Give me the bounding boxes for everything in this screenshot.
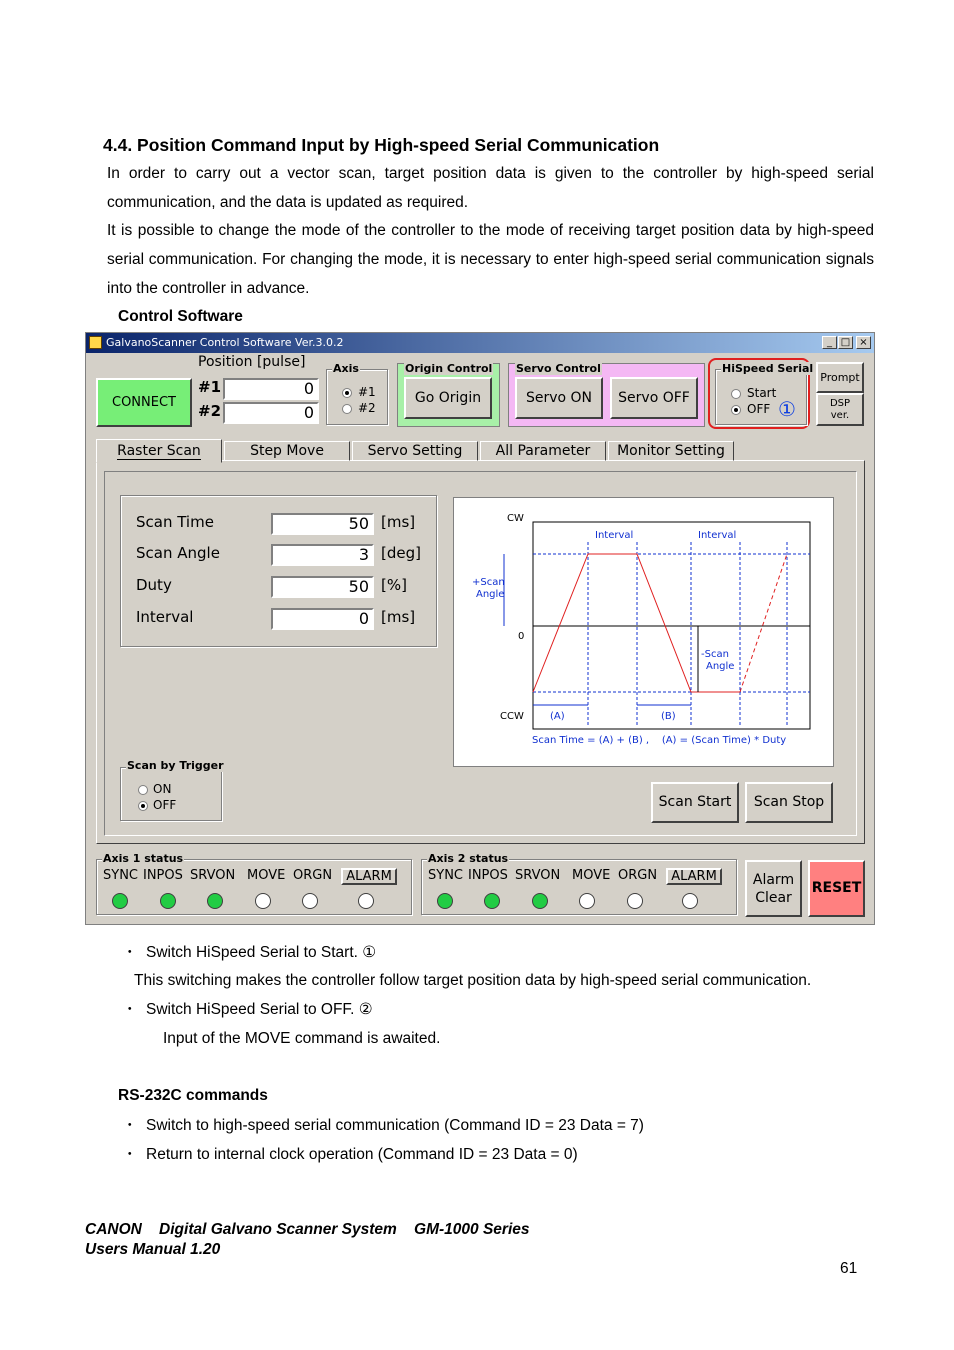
axis1-sync-label: SYNC — [103, 868, 138, 883]
diagram-zero: 0 — [518, 631, 525, 642]
trigger-label: Scan by Trigger — [127, 759, 224, 772]
axis1-inpos-label: INPOS — [143, 868, 183, 883]
axis1-alarm-button[interactable]: ALARM — [341, 868, 397, 885]
page-number: 61 — [840, 1260, 858, 1277]
axis1-alarm-led — [358, 893, 374, 909]
axis1-radio[interactable] — [342, 388, 352, 398]
rs232-heading: RS-232C commands — [118, 1087, 268, 1104]
duty-unit: [%] — [381, 576, 407, 594]
title-bar — [86, 333, 874, 353]
axis1-srvon-led — [207, 893, 223, 909]
diagram-plus-angle-2: Angle — [476, 589, 505, 600]
bullet-2: Switch HiSpeed Serial to OFF. ② — [146, 1001, 373, 1018]
scan-start-button[interactable]: Scan Start — [651, 782, 739, 823]
axis2-orgn-label: ORGN — [618, 868, 658, 883]
alarm-clear-button[interactable] — [745, 860, 802, 917]
interval-unit: [ms] — [381, 608, 416, 626]
axis2-radio-label: #2 — [358, 401, 376, 415]
window-title: GalvanoScanner Control Software Ver.3.0.2 — [106, 336, 344, 349]
pos2-label: #2 — [198, 402, 222, 420]
axis2-status-label: Axis 2 status — [428, 852, 509, 865]
diagram-ccw: CCW — [500, 711, 524, 722]
go-origin-button[interactable]: Go Origin — [404, 377, 492, 419]
servo-on-button[interactable]: Servo ON — [515, 377, 603, 419]
scan-waveform-next — [740, 554, 787, 692]
axis1-radio-label: #1 — [358, 385, 376, 399]
close-icon[interactable]: × — [856, 336, 871, 349]
origin-control-label: Origin Control — [405, 362, 493, 375]
diagram-b-label: (B) — [661, 711, 676, 722]
bullet-mark-3: ・ — [122, 1117, 138, 1134]
axis2-inpos-label: INPOS — [468, 868, 508, 883]
axis2-inpos-led — [484, 893, 500, 909]
tab-servo-setting[interactable]: Servo Setting — [352, 441, 478, 461]
intro-paragraph-1: In order to carry out a vector scan, target position data is given to the controller by high-speed serial communication, and the data is updated as required. — [107, 165, 874, 211]
maximize-icon[interactable]: □ — [838, 336, 853, 349]
marker-1: ① — [778, 397, 796, 421]
scan-angle-label: Scan Angle — [136, 544, 220, 562]
axis1-srvon-label: SRVON — [190, 868, 236, 883]
axis1-move-led — [255, 893, 271, 909]
diagram-interval-2: Interval — [698, 530, 737, 541]
bullet-mark-1: ・ — [122, 944, 138, 961]
axis2-alarm-led — [682, 893, 698, 909]
hispeed-off-radio[interactable] — [731, 405, 741, 415]
diagram-plus-angle-1: +Scan — [472, 577, 505, 588]
axis2-radio[interactable] — [342, 404, 352, 414]
scan-angle-input[interactable]: 3 — [271, 544, 374, 566]
axis1-orgn-label: ORGN — [293, 868, 333, 883]
dsp-ver-label: ver. — [830, 410, 850, 421]
pos2-field: 0 — [223, 402, 319, 424]
servo-off-button[interactable]: Servo OFF — [610, 377, 698, 419]
axis2-srvon-led — [532, 893, 548, 909]
connect-button[interactable]: CONNECT — [96, 378, 192, 427]
bullet-mark-4: ・ — [122, 1146, 138, 1163]
servo-control-label: Servo Control — [516, 362, 601, 375]
bullet-1-detail: This switching makes the controller follow target position data by high-speed serial communication. — [134, 972, 812, 989]
scan-diagram-svg — [454, 498, 833, 766]
interval-input[interactable]: 0 — [271, 608, 374, 630]
hispeed-off-label: OFF — [747, 402, 771, 416]
axis-group — [326, 369, 388, 425]
dsp-label: DSP — [829, 398, 851, 409]
app-icon — [89, 336, 102, 349]
app-window — [85, 332, 875, 925]
tab-step-move[interactable]: Step Move — [224, 441, 350, 461]
reset-button[interactable]: RESET — [808, 860, 865, 917]
axis1-move-label: MOVE — [247, 868, 286, 883]
axis2-sync-label: SYNC — [428, 868, 463, 883]
bullet-2-detail: Input of the MOVE command is awaited. — [163, 1030, 441, 1047]
hispeed-start-label: Start — [747, 386, 777, 400]
trigger-on-radio[interactable] — [138, 785, 148, 795]
trigger-on-label: ON — [153, 782, 172, 796]
axis-label: Axis — [333, 362, 359, 375]
scan-diagram — [453, 497, 834, 767]
axis2-orgn-led — [627, 893, 643, 909]
dsp-version-button[interactable] — [816, 393, 864, 426]
interval-label: Interval — [136, 608, 194, 626]
diagram-minus-angle-2: Angle — [706, 661, 735, 672]
trigger-off-label: OFF — [153, 798, 177, 812]
alarm-clear-label-1: Alarm — [752, 872, 795, 888]
diagram-cw: CW — [507, 513, 524, 524]
axis2-alarm-button[interactable]: ALARM — [666, 868, 722, 885]
scan-time-label: Scan Time — [136, 513, 214, 531]
scan-stop-button[interactable]: Scan Stop — [745, 782, 833, 823]
duty-label: Duty — [136, 576, 172, 594]
axis1-orgn-led — [302, 893, 318, 909]
axis2-srvon-label: SRVON — [515, 868, 561, 883]
axis1-inpos-led — [160, 893, 176, 909]
bullet-1: Switch HiSpeed Serial to Start. ① — [146, 944, 377, 961]
diagram-minus-angle-1: -Scan — [701, 649, 729, 660]
minimize-icon[interactable]: _ — [822, 336, 837, 349]
axis2-move-label: MOVE — [572, 868, 611, 883]
alarm-clear-label-2: Clear — [755, 890, 792, 906]
pos1-label: #1 — [198, 378, 222, 396]
diagram-formula: Scan Time = (A) + (B) , (A) = (Scan Time) * Duty — [532, 735, 787, 746]
hispeed-start-radio[interactable] — [731, 389, 741, 399]
tab-raster-scan[interactable] — [96, 439, 222, 463]
tab-monitor-setting[interactable]: Monitor Setting — [608, 441, 734, 461]
section-heading: 4.4. Position Command Input by High-speed Serial Communication — [103, 135, 660, 155]
rs232-command-2: Return to internal clock operation (Command ID = 23 Data = 0) — [146, 1146, 578, 1163]
figure-caption: Control Software — [118, 308, 243, 325]
hispeed-label: HiSpeed Serial — [722, 362, 814, 375]
scan-angle-unit: [deg] — [381, 544, 421, 562]
position-label: Position [pulse] — [198, 354, 306, 370]
trigger-off-radio[interactable] — [138, 801, 148, 811]
axis2-sync-led — [437, 893, 453, 909]
footer-line-2: Users Manual 1.20 — [85, 1241, 221, 1258]
prompt-button[interactable]: Prompt — [816, 362, 864, 393]
footer-line-1: CANON Digital Galvano Scanner System GM-1000 Series — [85, 1221, 530, 1238]
duty-input[interactable]: 50 — [271, 576, 374, 598]
scan-time-unit: [ms] — [381, 513, 416, 531]
pos1-field: 0 — [223, 378, 319, 400]
bullet-mark-2: ・ — [122, 1001, 138, 1018]
scan-time-input[interactable]: 50 — [271, 513, 374, 535]
diagram-a-label: (A) — [550, 711, 565, 722]
axis2-move-led — [579, 893, 595, 909]
axis1-sync-led — [112, 893, 128, 909]
intro-paragraph-2: It is possible to change the mode of the controller to the mode of receiving target position data by high-speed serial communication. For changing the mode, it is necessary to enter high-speed serial communication signals into the controller in advance. — [107, 222, 874, 297]
axis1-status-label: Axis 1 status — [103, 852, 184, 865]
rs232-command-1: Switch to high-speed serial communication (Command ID = 23 Data = 7) — [146, 1117, 644, 1134]
diagram-interval-1: Interval — [595, 530, 634, 541]
tab-all-parameter[interactable]: All Parameter — [480, 441, 606, 461]
tab-raster-scan-label: Raster Scan — [117, 443, 201, 459]
